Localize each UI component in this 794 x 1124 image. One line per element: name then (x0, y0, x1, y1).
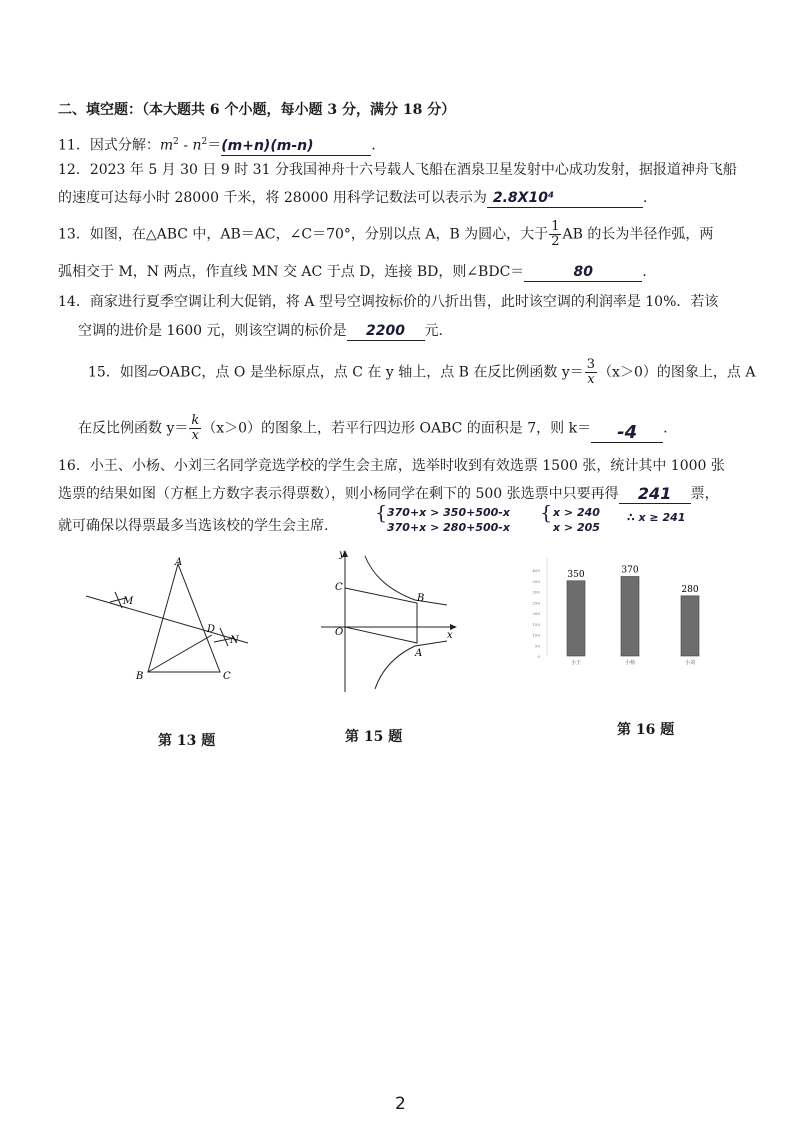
q16-line3: 就可确保以得票最多当选该校的学生会主席. (58, 518, 329, 534)
y-tick-label: 300 (532, 589, 540, 595)
q13-prefix: 弧相交于 M，N 两点，作直线 MN 交 AC 于点 D，连接 BD，则∠BDC＝ (58, 264, 525, 280)
question-14-line2 (78, 321, 443, 341)
y-tick-label: 100 (532, 632, 540, 638)
q15-text-d: （x＞0）的图象上，若平行四边形 OABC 的面积是 7，则 k＝ (202, 420, 592, 437)
caption-15: 第 15 题 (345, 729, 403, 745)
q16-prefix: 选票的结果如图（方框上方数字表示得票数），则小杨同学在剩下的 500 张选票中只要再得 (58, 486, 619, 502)
label-a: A (175, 557, 183, 568)
bar-value-label: 280 (681, 584, 699, 595)
figure-13 (80, 556, 260, 691)
y-tick-label: 350 (532, 578, 540, 584)
q13-text-a: 13．如图，在△ABC 中，AB＝AC，∠C＝70°，分别以点 A，B 为圆心，大于 (58, 226, 549, 243)
q12-suffix: . (642, 190, 648, 206)
triangle-abc (148, 564, 220, 672)
question-15-line1 (88, 358, 755, 387)
brace-right-icon: { (540, 502, 553, 524)
category-label: 小王 (570, 660, 582, 666)
caption-16: 第 16 题 (617, 722, 675, 738)
y-tick-label: 0 (537, 654, 540, 659)
y-tick-label: 400 (532, 568, 540, 573)
q15-frac1-num: 3 (586, 357, 596, 372)
q15-frac2-num: k (191, 413, 200, 428)
q13-frac-num: 1 (551, 219, 560, 234)
question-16-line2 (58, 484, 719, 504)
q12-line1: 12．2023 年 5 月 30 日 9 时 31 分我国神舟十六号载人飞船在酒泉卫星发射中心成功发射，据报道神舟飞船 (58, 162, 737, 178)
q16-answer: 241 (619, 485, 691, 504)
work-line-4: x > 205 (553, 521, 600, 534)
figure-15 (315, 548, 460, 696)
q13-text-b: AB 的长为半径作弧，两 (562, 226, 714, 243)
caption-13: 第 13 题 (158, 733, 216, 749)
label-a2: A (415, 648, 423, 659)
category-label: 小杨 (624, 660, 636, 666)
q13-fraction (549, 220, 561, 249)
label-y: y (339, 549, 345, 560)
q15-fraction-1 (585, 358, 597, 387)
q15-answer: -4 (591, 424, 663, 443)
curve-k-over-x (375, 641, 447, 689)
bar-value-label: 370 (621, 565, 639, 576)
q13-frac-den: 2 (551, 234, 560, 249)
q11-answer: (m+n)(m-n) (221, 137, 371, 156)
label-n: N (230, 635, 239, 646)
q11-eq: ＝ (207, 137, 222, 154)
label-b: B (136, 671, 144, 682)
bar-小王 (567, 581, 585, 656)
label-d: D (207, 624, 216, 635)
q12-prefix: 的速度可达每小时 28000 千米，将 28000 用科学记数法可以表示为 (58, 190, 487, 206)
category-label: 小刘 (684, 660, 696, 666)
y-tick-label: 200 (532, 611, 540, 616)
q16-line1: 16．小王、小杨、小刘三名同学竞选学校的学生会主席，选举时收到有效选票 1500 张，统计其中 1000 张 (58, 458, 725, 474)
bar-value-label: 350 (567, 569, 585, 580)
question-13-line1 (58, 220, 713, 249)
q15-text-c: 在反比例函数 y＝ (78, 420, 189, 437)
question-11 (58, 132, 376, 156)
brace-left-icon: { (375, 502, 388, 524)
q11-sup-2: 2 (201, 137, 208, 147)
label-c: C (223, 671, 231, 682)
q11-prefix: 11．因式分解： (58, 137, 160, 154)
work-line-3: x > 240 (553, 506, 600, 519)
q15-suffix: . (663, 420, 668, 437)
q13-answer: 80 (524, 263, 642, 282)
q15-frac1-den: x (587, 372, 595, 387)
q11-minus: - (178, 137, 193, 154)
q16-suffix: 票， (690, 486, 719, 502)
work-line-5: ∴ x ≥ 241 (627, 511, 686, 524)
q11-sup-1: 2 (173, 137, 179, 147)
y-tick-label: 50 (534, 643, 540, 649)
section-title: 二、填空题：（本大题共 6 个小题，每小题 3 分，满分 18 分） (58, 102, 456, 118)
label-x: x (447, 630, 453, 641)
q14-prefix: 空调的进价是 1600 元，则该空调的标价是 (78, 323, 347, 339)
page-number: 2 (395, 1094, 406, 1114)
q15-fraction-2 (189, 414, 201, 443)
label-b2: B (417, 593, 425, 604)
q11-var-m: m (159, 137, 174, 154)
q11-suffix: . (371, 137, 376, 154)
figure-16-chart (520, 552, 720, 672)
y-tick-label: 250 (532, 600, 540, 606)
question-15-line2 (78, 414, 668, 443)
q15-frac2-den: x (191, 428, 199, 443)
bar-小刘 (681, 596, 699, 656)
q12-answer: 2.8X10⁴ (487, 189, 643, 208)
q14-line1: 14．商家进行夏季空调让利大促销，将 A 型号空调按标价的八折出售，此时该空调的利润率是 10%．若该 (58, 294, 719, 310)
q15-text-a: 15．如图▱OABC，点 O 是坐标原点，点 C 在 y 轴上，点 B 在反比例函数 y＝ (88, 364, 584, 381)
label-c2: C (335, 582, 343, 593)
q13-suffix: . (642, 264, 647, 280)
label-o: O (335, 627, 344, 638)
q15-text-b: （x＞0）的图象上，点 A (598, 364, 756, 381)
q14-suffix: 元. (424, 323, 443, 339)
question-13-line2 (58, 262, 647, 282)
label-m: M (123, 596, 134, 607)
q14-answer: 2200 (347, 322, 425, 341)
curve-3-over-x (365, 556, 447, 605)
segment-bd (148, 635, 212, 672)
y-tick-label: 150 (532, 621, 540, 627)
bar-小杨 (621, 576, 639, 656)
work-line-1: 370+x > 350+500-x (387, 506, 510, 519)
work-line-2: 370+x > 280+500-x (387, 521, 510, 534)
question-12-line2 (58, 188, 647, 208)
q11-var-n: n (192, 137, 202, 154)
